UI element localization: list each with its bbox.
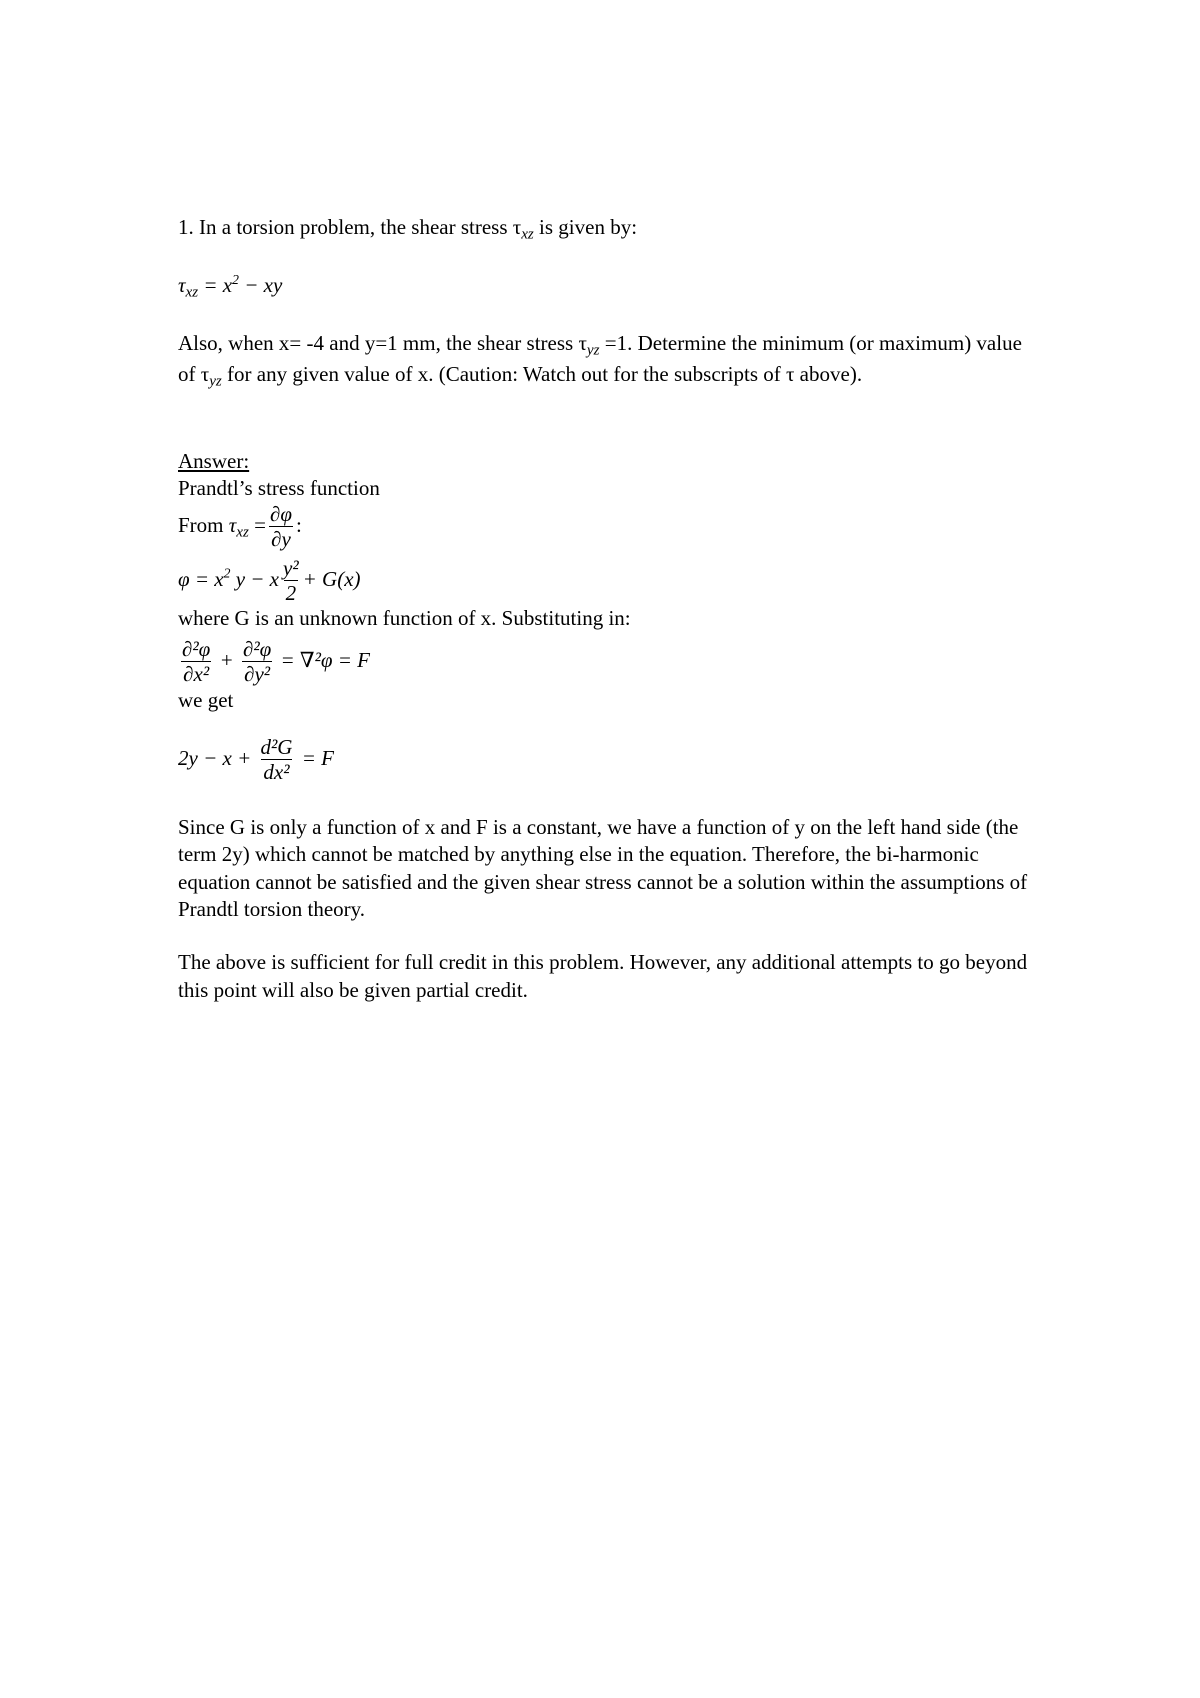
where-text: where G is an unknown function of x. Substituting in: [178, 606, 631, 630]
y-squared-over-2-fraction: $\frac{\text{y²}}{2}$ [283, 555, 299, 605]
we-get-text: we get [178, 687, 234, 712]
d2g-dx2-fraction: $\frac{\text{d²G}}{\text{dx²}}$ [260, 734, 293, 784]
answer-method: Prandtl’s stress function [178, 476, 380, 501]
shear-stress-equation: $\tau_{xz} = x^2$ − xy [178, 272, 283, 301]
document-page [178, 214, 1038, 1004]
phi-equation: $\varphi = x^2$ y − x $\frac{\text{y²}}{2}$ + G(x) [178, 555, 361, 605]
result-equation: 2y − x + $\frac{\text{d²G}}{\text{dx²}}$ = F [178, 734, 334, 784]
answer-heading: Answer: [178, 448, 250, 473]
credit-paragraph: The above is sufficient for full credit in this problem. However, any additional attempts to go beyond this point will also be given partial credit. [178, 950, 1028, 1002]
laplacian-equation: $\frac{\text{∂²φ}}{\text{∂x²}}$ + $\frac{\text{∂²φ}}{\text{∂y²}}$ = ∇²φ = F [182, 637, 371, 687]
dphi-dy-fraction: $\frac{\partial\varphi}{\partial y}$ [269, 501, 292, 551]
d2phi-dx2-fraction: $\frac{\text{∂²φ}}{\text{∂x²}}$ [182, 637, 211, 687]
d2phi-dy2-fraction: $\frac{\text{∂²φ}}{\text{∂y²}}$ [242, 637, 272, 687]
question-intro: 1. In a torsion problem, the shear stress $\tau_{xz}$ is given by: [178, 215, 638, 243]
question-condition: Also, when x= -4 and y=1 mm, the shear stress $\tau_{yz} =1$. Determine the minimum (or maximum) value of $\tau_{yz}$ for any given value of x. (Caution: Watch out for the subscripts of τ above). [178, 330, 1022, 390]
from-equation: From $\tau_{xz}$ = $\frac{\partial\varphi}{\partial y}$ : [178, 501, 302, 551]
conclusion-paragraph: Since G is only a function of x and F is a constant, we have a function of y on the left hand side (the term 2y) which cannot be matched by anything else in the equation. Therefore, the bi-harmonic equation cannot be satisfied and the given shear stress cannot be a solution within the assumptions of Prandtl torsion theory. [178, 815, 1028, 921]
